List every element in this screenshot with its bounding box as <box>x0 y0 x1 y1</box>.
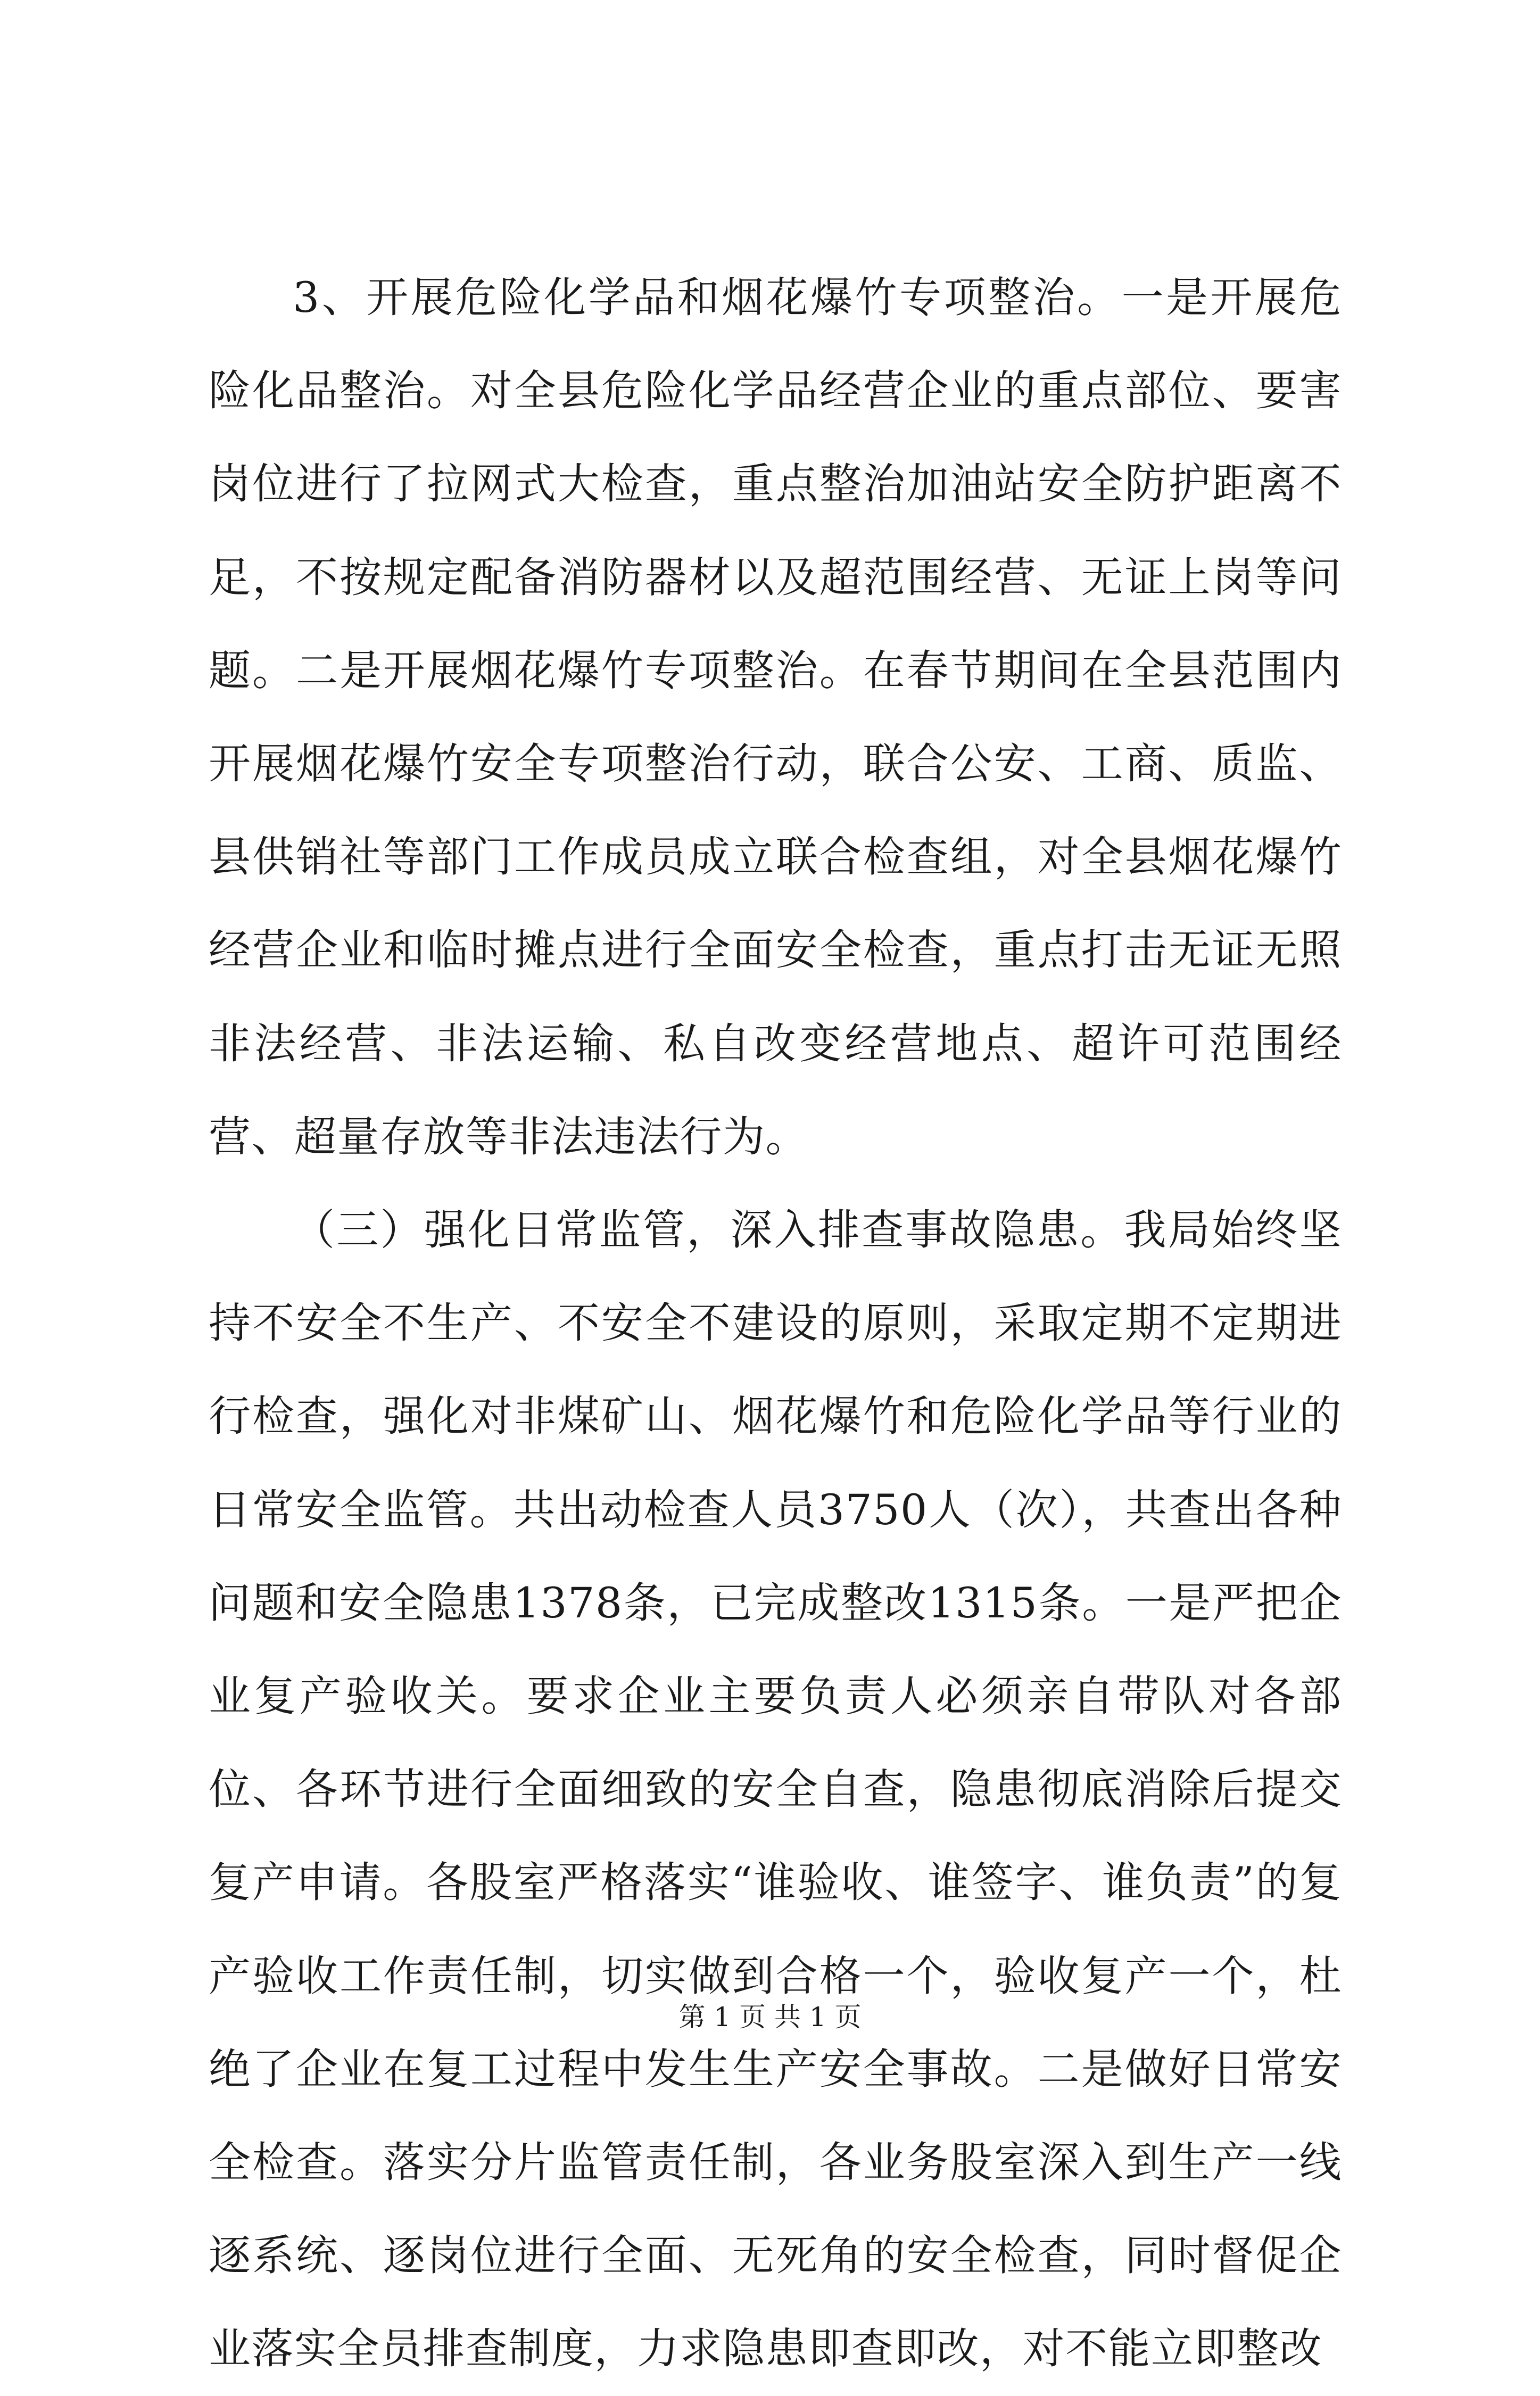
paragraph-daily-supervision: （三）强化日常监管，深入排查事故隐患。我局始终坚持不安全不生产、不安全不建设的原则，采取定期不定期进行检查，强化对非煤矿山、烟花爆竹和危险化学品等行业的日常安全监管。共出动检查人员3750人（次），共查出各种问题和安全隐患1378条，已完成整改1315条。一是严把企业复产验收关。要求企业主要负责人必须亲自带队对各部位、各环节进行全面细致的安全自查，隐患彻底消除后提交复产申请。各股室严格落实“谁验收、谁签字、谁负责”的复产验收工作责任制，切实做到合格一个，验收复产一个，杜绝了企业在复工过程中发生生产安全事故。二是做好日常安全检查。落实分片监管责任制，各业务股室深入到生产一线逐系统、逐岗位进行全面、无死角的安全检查，同时督促企业落实全员排查制度，力求隐患即查即改，对不能立即整改 <box>209 1205 1342 2374</box>
document-body <box>209 251 1342 2396</box>
page-footer: 第 1 页 共 1 页 <box>678 2002 862 2033</box>
paragraph-hazardous-chemicals-fireworks: 3、开展危险化学品和烟花爆竹专项整治。一是开展危险化品整治。对全县危险化学品经营企业的重点部位、要害岗位进行了拉网式大检查，重点整治加油站安全防护距离不足，不按规定配备消防器材以及超范围经营、无证上岗等问题。二是开展烟花爆竹专项整治。在春节期间在全县范围内开展烟花爆竹安全专项整治行动，联合公安、工商、质监、县供销社等部门工作成员成立联合检查组，对全县烟花爆竹经营企业和临时摊点进行全面安全检查，重点打击无证无照非法经营、非法运输、私自改变经营地点、超许可范围经营、超量存放等非法违法行为。 <box>209 273 1342 1161</box>
